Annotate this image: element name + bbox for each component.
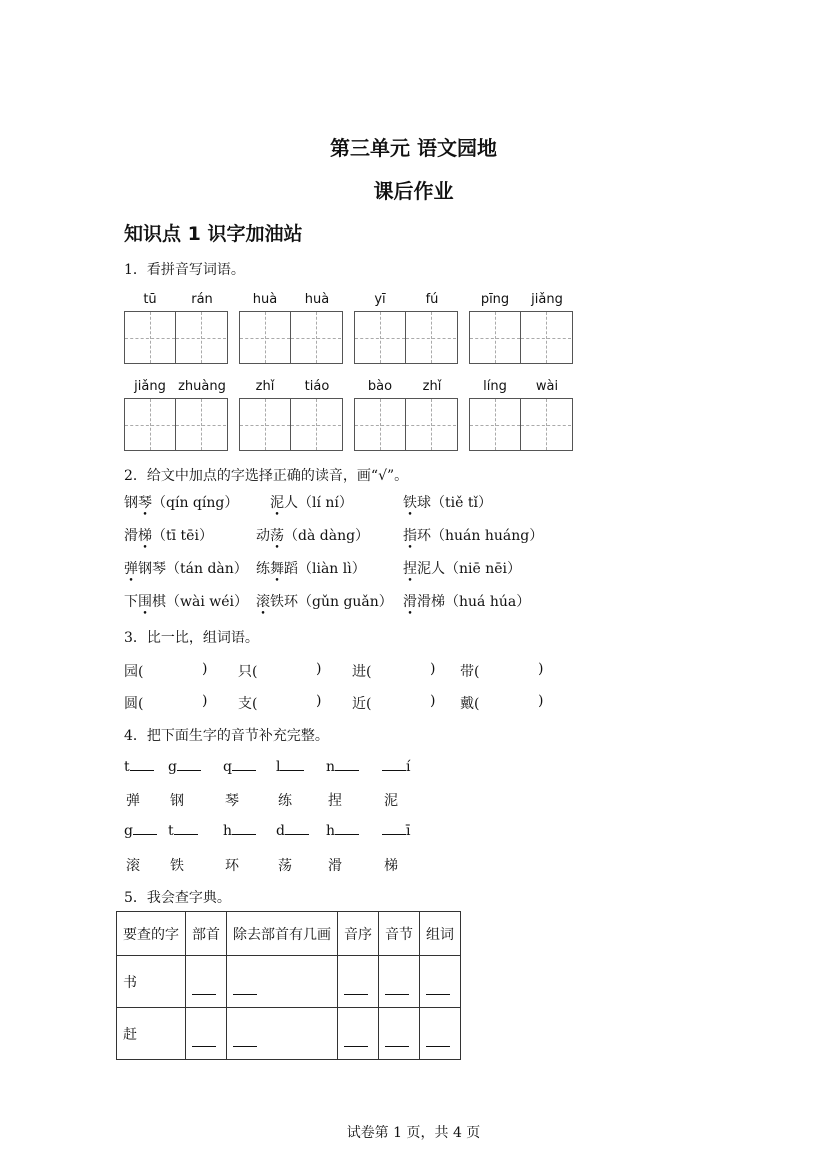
pinyin-row bbox=[239, 379, 343, 398]
reading-options[interactable]: （qín qíng） bbox=[152, 495, 239, 511]
writing-box[interactable] bbox=[469, 311, 573, 364]
syllable-blank[interactable] bbox=[276, 759, 304, 775]
choice-item bbox=[403, 558, 521, 578]
answer-cell[interactable] bbox=[379, 1008, 420, 1060]
dotted-char: 琴 bbox=[138, 495, 152, 511]
hanzi-char: 弹 bbox=[126, 793, 140, 809]
syllable-blank[interactable] bbox=[382, 759, 410, 775]
table-header-cell: 音节 bbox=[379, 912, 420, 956]
choice-item bbox=[124, 558, 248, 578]
answer-cell[interactable] bbox=[186, 1008, 227, 1060]
answer-blank[interactable]: ) bbox=[538, 693, 544, 709]
initial-letter: g bbox=[168, 759, 177, 775]
blank-line[interactable] bbox=[130, 770, 154, 771]
choice-item bbox=[403, 525, 543, 545]
tianzige-cell[interactable] bbox=[470, 399, 520, 450]
syllable-blank[interactable] bbox=[223, 759, 256, 775]
reading-options[interactable]: （gǔn guǎn） bbox=[298, 594, 393, 610]
blank-line[interactable] bbox=[174, 834, 198, 835]
answer-cell[interactable] bbox=[186, 956, 227, 1008]
answer-blank[interactable]: ) bbox=[430, 661, 436, 677]
initial-letter: t bbox=[168, 823, 174, 839]
table-header-cell: 组词 bbox=[420, 912, 461, 956]
tianzige-cell[interactable] bbox=[290, 399, 341, 450]
dotted-char: 指 bbox=[403, 528, 417, 544]
compare-char: 戴( bbox=[460, 696, 480, 712]
pinyin-label: wài bbox=[535, 379, 559, 394]
final-letter: ī bbox=[406, 823, 411, 839]
pinyin-label: zhuàng bbox=[178, 379, 226, 394]
syllable-blank[interactable] bbox=[382, 823, 410, 839]
question-1-prompt: 1．看拼音写词语。 bbox=[124, 262, 245, 278]
pinyin-label: rán bbox=[191, 292, 213, 307]
table-header-cell: 音序 bbox=[338, 912, 379, 956]
blank-line[interactable] bbox=[232, 834, 256, 835]
compare-char: 园( bbox=[124, 664, 144, 680]
dotted-char: 滚 bbox=[256, 594, 270, 610]
word-text: 动 bbox=[256, 528, 270, 544]
tianzige-cell[interactable] bbox=[405, 399, 456, 450]
blank-line[interactable] bbox=[385, 1046, 409, 1047]
hanzi-char: 铁 bbox=[170, 858, 184, 874]
initial-letter: t bbox=[124, 759, 130, 775]
syllable-blank[interactable] bbox=[223, 823, 256, 839]
blank-line[interactable] bbox=[192, 1046, 216, 1047]
tianzige-cell[interactable] bbox=[175, 399, 226, 450]
hanzi-char: 练 bbox=[278, 793, 292, 809]
initial-letter: l bbox=[276, 759, 281, 775]
blank-line[interactable] bbox=[285, 834, 309, 835]
word-group bbox=[354, 379, 458, 451]
reading-options[interactable]: （huán huáng） bbox=[431, 528, 544, 544]
answer-cell[interactable] bbox=[379, 956, 420, 1008]
choice-item bbox=[256, 525, 369, 545]
reading-options[interactable]: （dà dàng） bbox=[284, 528, 370, 544]
pinyin-row bbox=[469, 379, 573, 398]
pinyin-row bbox=[354, 379, 458, 398]
blank-line[interactable] bbox=[233, 1046, 257, 1047]
reading-options[interactable]: （liàn lì） bbox=[298, 561, 366, 577]
tianzige-cell[interactable] bbox=[520, 399, 571, 450]
page-title: 第三单元 语文园地 bbox=[330, 136, 497, 160]
reading-options[interactable]: （tī tēi） bbox=[152, 528, 213, 544]
initial-letter: h bbox=[223, 823, 233, 839]
tianzige-cell[interactable] bbox=[290, 312, 341, 363]
word-text: 泥人 bbox=[417, 561, 445, 577]
blank-line[interactable] bbox=[344, 994, 368, 995]
syllable-blank[interactable] bbox=[124, 759, 154, 775]
word-text: 钢 bbox=[124, 495, 138, 511]
hanzi-char: 荡 bbox=[278, 858, 292, 874]
writing-box[interactable] bbox=[239, 398, 343, 451]
writing-box[interactable] bbox=[354, 311, 458, 364]
writing-box[interactable] bbox=[124, 398, 228, 451]
hanzi-char: 环 bbox=[225, 858, 239, 874]
tianzige-cell[interactable] bbox=[240, 399, 290, 450]
choice-item bbox=[403, 591, 530, 611]
blank-line[interactable] bbox=[382, 834, 406, 835]
answer-blank[interactable]: ) bbox=[430, 693, 436, 709]
answer-blank[interactable]: ) bbox=[202, 661, 208, 677]
table-cell: 赶 bbox=[117, 1008, 186, 1060]
word-group bbox=[124, 379, 228, 451]
blank-line[interactable] bbox=[382, 770, 406, 771]
table-header-row bbox=[117, 912, 461, 956]
pinyin-label: zhǐ bbox=[422, 379, 442, 394]
pinyin-label: yī bbox=[374, 292, 386, 307]
word-text: 练 bbox=[256, 561, 270, 577]
word-group bbox=[469, 292, 573, 364]
tianzige-cell[interactable] bbox=[405, 312, 456, 363]
pinyin-row bbox=[354, 292, 458, 311]
answer-cell[interactable] bbox=[227, 956, 338, 1008]
blank-line[interactable] bbox=[335, 770, 359, 771]
dotted-char: 泥 bbox=[270, 495, 284, 511]
word-group bbox=[239, 292, 343, 364]
syllable-blank[interactable] bbox=[276, 823, 309, 839]
tianzige-cell[interactable] bbox=[355, 399, 405, 450]
choice-item bbox=[124, 492, 238, 512]
choice-item bbox=[124, 591, 248, 611]
tianzige-cell[interactable] bbox=[175, 312, 226, 363]
hanzi-char: 琴 bbox=[225, 793, 239, 809]
syllable-blank[interactable] bbox=[168, 823, 198, 839]
pinyin-label: huà bbox=[304, 292, 330, 307]
word-group bbox=[469, 379, 573, 451]
reading-options[interactable]: （tiě tǐ） bbox=[431, 495, 492, 511]
hanzi-char: 捏 bbox=[328, 793, 342, 809]
tianzige-cell[interactable] bbox=[125, 399, 175, 450]
tianzige-cell[interactable] bbox=[355, 312, 405, 363]
answer-blank[interactable]: ) bbox=[538, 661, 544, 677]
hanzi-char: 滚 bbox=[126, 858, 140, 874]
blank-line[interactable] bbox=[133, 834, 157, 835]
blank-line[interactable] bbox=[233, 994, 257, 995]
compare-char: 支( bbox=[238, 696, 258, 712]
compare-char: 近( bbox=[352, 696, 372, 712]
hanzi-char: 钢 bbox=[170, 793, 184, 809]
pinyin-label: huà bbox=[252, 292, 278, 307]
hanzi-char: 滑 bbox=[328, 858, 342, 874]
blank-line[interactable] bbox=[177, 770, 201, 771]
word-group bbox=[124, 292, 228, 364]
writing-box[interactable] bbox=[124, 311, 228, 364]
pinyin-label: zhǐ bbox=[255, 379, 275, 394]
tianzige-cell[interactable] bbox=[520, 312, 571, 363]
word-text: 环 bbox=[417, 528, 431, 544]
table-header-cell: 要查的字 bbox=[117, 912, 186, 956]
dotted-char: 梯 bbox=[138, 528, 152, 544]
choice-item bbox=[270, 492, 353, 512]
final-letter: í bbox=[406, 759, 411, 775]
answer-cell[interactable] bbox=[338, 1008, 379, 1060]
word-group bbox=[354, 292, 458, 364]
pinyin-label: pīng bbox=[480, 292, 510, 307]
initial-letter: d bbox=[276, 823, 285, 839]
page-footer: 试卷第 1 页，共 4 页 bbox=[346, 1125, 481, 1141]
page-subtitle: 课后作业 bbox=[373, 179, 454, 203]
blank-line[interactable] bbox=[385, 994, 409, 995]
choice-item bbox=[256, 591, 393, 611]
blank-line[interactable] bbox=[344, 1046, 368, 1047]
answer-cell[interactable] bbox=[420, 956, 461, 1008]
syllable-blank[interactable] bbox=[326, 759, 359, 775]
word-text: 铁环 bbox=[270, 594, 298, 610]
dotted-char: 荡 bbox=[270, 528, 284, 544]
table-header-cell: 除去部首有几画 bbox=[227, 912, 338, 956]
initial-letter: n bbox=[326, 759, 336, 775]
compare-char: 圆( bbox=[124, 696, 144, 712]
writing-box[interactable] bbox=[239, 311, 343, 364]
word-text: 人 bbox=[284, 495, 298, 511]
answer-blank[interactable]: ) bbox=[202, 693, 208, 709]
tianzige-cell[interactable] bbox=[125, 312, 175, 363]
word-text: 钢琴 bbox=[138, 561, 166, 577]
word-text: 棋 bbox=[152, 594, 166, 610]
compare-char: 只( bbox=[238, 664, 258, 680]
pinyin-label: tiáo bbox=[304, 379, 330, 394]
tianzige-cell[interactable] bbox=[240, 312, 290, 363]
reading-options[interactable]: （lí ní） bbox=[298, 495, 353, 511]
tianzige-cell[interactable] bbox=[470, 312, 520, 363]
hanzi-char: 梯 bbox=[384, 858, 398, 874]
hanzi-char: 泥 bbox=[384, 793, 398, 809]
answer-cell[interactable] bbox=[420, 1008, 461, 1060]
table-header-cell: 部首 bbox=[186, 912, 227, 956]
answer-blank[interactable]: ) bbox=[316, 661, 322, 677]
choice-item bbox=[124, 525, 213, 545]
dictionary-table bbox=[116, 911, 461, 1060]
table-row bbox=[117, 1008, 461, 1060]
reading-options[interactable]: （wài wéi） bbox=[166, 594, 249, 610]
pinyin-label: jiǎng bbox=[134, 379, 166, 394]
syllable-blank[interactable] bbox=[326, 823, 359, 839]
blank-line[interactable] bbox=[192, 994, 216, 995]
blank-line[interactable] bbox=[426, 1046, 450, 1047]
word-text: 球 bbox=[417, 495, 431, 511]
initial-letter: q bbox=[223, 759, 232, 775]
word-text: 下 bbox=[124, 594, 138, 610]
writing-box[interactable] bbox=[354, 398, 458, 451]
pinyin-row bbox=[124, 292, 228, 311]
pinyin-label: jiǎng bbox=[531, 292, 563, 307]
answer-blank[interactable]: ) bbox=[316, 693, 322, 709]
reading-options[interactable]: （tán dàn） bbox=[166, 561, 248, 577]
pinyin-label: tū bbox=[143, 292, 157, 307]
pinyin-label: bào bbox=[367, 379, 393, 394]
pinyin-row bbox=[469, 292, 573, 311]
initial-letter: h bbox=[326, 823, 336, 839]
compare-char: 进( bbox=[352, 664, 372, 680]
dotted-char: 滑 bbox=[403, 594, 417, 610]
dotted-char: 捏 bbox=[403, 561, 417, 577]
pinyin-row bbox=[124, 379, 228, 398]
writing-box[interactable] bbox=[469, 398, 573, 451]
word-text: 滑 bbox=[124, 528, 138, 544]
blank-line[interactable] bbox=[335, 834, 359, 835]
word-text: 滑梯 bbox=[417, 594, 445, 610]
word-group bbox=[239, 379, 343, 451]
choice-item bbox=[403, 492, 492, 512]
dotted-char: 铁 bbox=[403, 495, 417, 511]
answer-cell[interactable] bbox=[227, 1008, 338, 1060]
table-cell: 书 bbox=[117, 956, 186, 1008]
reading-options[interactable]: （niē nēi） bbox=[445, 561, 522, 577]
word-text: 蹈 bbox=[284, 561, 298, 577]
question-2-prompt: 2．给文中加点的字选择正确的读音，画“√”。 bbox=[124, 468, 409, 484]
pinyin-grid-row bbox=[124, 379, 573, 451]
dotted-char: 弹 bbox=[124, 561, 138, 577]
pinyin-label: líng bbox=[483, 379, 507, 394]
reading-options[interactable]: （huá húa） bbox=[445, 594, 531, 610]
answer-cell[interactable] bbox=[338, 956, 379, 1008]
question-5-prompt: 5．我会查字典。 bbox=[124, 890, 231, 906]
initial-letter: g bbox=[124, 823, 133, 839]
choice-item bbox=[256, 558, 366, 578]
syllable-blank[interactable] bbox=[168, 759, 201, 775]
pinyin-grid-row bbox=[124, 292, 573, 364]
syllable-blank[interactable] bbox=[124, 823, 157, 839]
pinyin-label: fú bbox=[425, 292, 439, 307]
blank-line[interactable] bbox=[232, 770, 256, 771]
question-4-prompt: 4．把下面生字的音节补充完整。 bbox=[124, 728, 329, 744]
pinyin-row bbox=[239, 292, 343, 311]
compare-char: 带( bbox=[460, 664, 480, 680]
dotted-char: 围 bbox=[138, 594, 152, 610]
section-heading: 知识点 1 识字加油站 bbox=[124, 223, 303, 245]
blank-line[interactable] bbox=[426, 994, 450, 995]
blank-line[interactable] bbox=[280, 770, 304, 771]
table-row bbox=[117, 956, 461, 1008]
question-3-prompt: 3．比一比，组词语。 bbox=[124, 630, 259, 646]
dotted-char: 舞 bbox=[270, 561, 284, 577]
